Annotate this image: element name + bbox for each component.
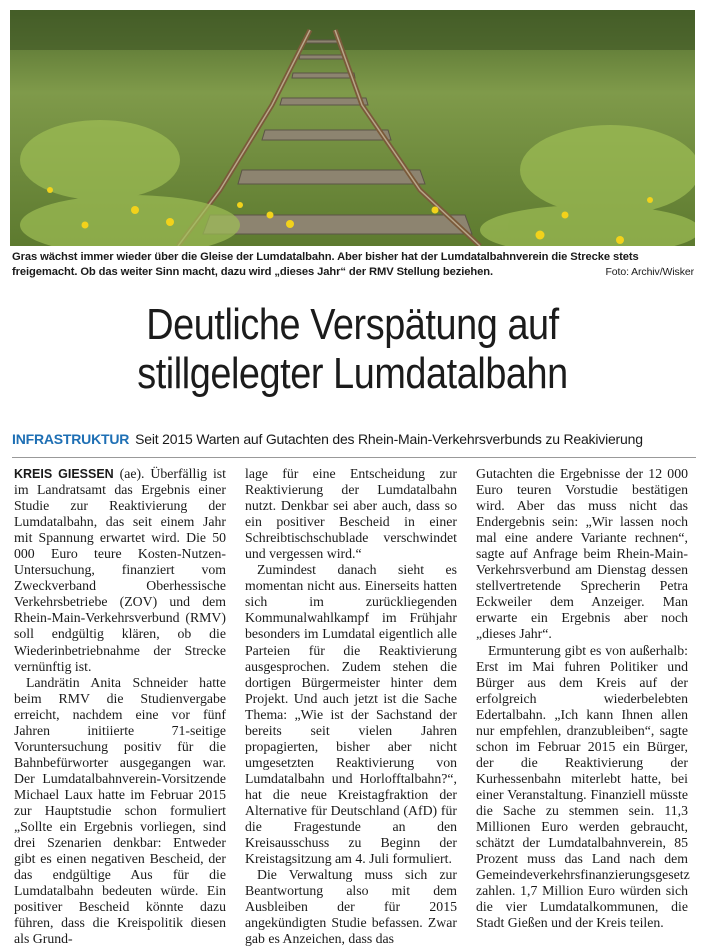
paragraph: KREIS GIESSEN (ae). Überfällig ist im Landratsamt das Ergebnis einer Studie zur Reaktivierung der Lumdatalbahn, das seit einem Jahr mit Spannung erwartet wird. Die 50 000 Euro teure Kosten-Nutzen-Untersuchung, finanziert vom Zweckverband Oberhessische Verkehrsbetriebe (ZOV) und dem Rhein-Main-Verkehrsverbund (RMV) soll endgültig klären, ob die Wiederinbetriebnahme der Strecke vernünftig ist. xyxy=(14,466,227,674)
paragraph: Zumindest danach sieht es momentan nicht aus. Einerseits hatten sich im zurückliegenden Kommunalwahlkampf im Frühjahr besonders im Lumdatal eigentlich alle Parteien für die Reaktivierung ausgesprochen. Zudem stehen die dortigen Bürgermeister hinter dem Projekt. Und auch jetzt ist die Sache Thema: „Wie ist der Sachstand der bereits seit vielen Jahren propagierten, bisher aber nicht umgesetzten Reaktivierung von Lumdatalbahn und Horlofftalbahn?“, hat die neue Kreistagfraktion der Alternative für Deutschland (AfD) für die Fragestunde an den Kreisausschuss zu Beginn der Kreistagsitzung am 4. Juli formuliert. xyxy=(245,562,457,867)
divider xyxy=(12,457,696,458)
headline-line-2: stillgelegter Lumdatalbahn xyxy=(137,349,568,398)
kicker-row xyxy=(12,431,702,447)
article-column-1 xyxy=(14,466,226,947)
subheadline: Seit 2015 Warten auf Gutachten des Rhein-Main-Verkehrsverbunds zu Reakivierung xyxy=(135,431,643,447)
photo-credit: Foto: Archiv/Wisker xyxy=(605,266,694,278)
kicker-label: INFRASTRUKTUR xyxy=(12,431,130,447)
dateline: KREIS GIESSEN xyxy=(14,467,114,481)
paragraph: Die Verwaltung muss sich zur Beantwortung also mit dem Ausbleiben der für 2015 angekündigten Studie befassen. Zwar gab es Anzeichen, dass das xyxy=(245,867,457,947)
photo-caption xyxy=(12,250,694,280)
railway-photo xyxy=(10,10,695,246)
caption-text: Gras wächst immer wieder über die Gleise der Lumdatalbahn. Aber bisher hat der Lumdatalbahnverein die Strecke stets freigemacht. Ob das weiter Sinn macht, dazu wird „dieses Jahr“ der RMV Stellung beziehen. xyxy=(12,251,639,278)
railway-photo-icon xyxy=(10,10,695,246)
article-column-2 xyxy=(245,466,457,947)
paragraph: Ermunterung gibt es von außerhalb: Erst im Mai fuhren Politiker und Bürger aus dem Kreis auf der erfolgreich wiederbelebten Edertalbahn. „Ich kann Ihnen allen nur empfehlen, dranzubleiben“, sagte schon im Februar 2015 ein Bürger, der die Reaktivierung der Kurhessenbahn miterlebt hatte, bei einer Veranstaltung. Finanziell müsste die Sache zu stemmen sein. 11,3 Millionen Euro werden gebraucht, schätzt der Lumdatalbahnverein, 85 Prozent muss das Land nach dem Gemeindeverkehrsfinanzierungsgesetz zahlen. 1,7 Million Euro würden sich die vier Lumdatalkommunen, die Stadt Gießen und der Kreis teilen. xyxy=(476,642,690,931)
paragraph: lage für eine Entscheidung zur Reaktivierung der Lumdatalbahn nutzt. Denkbar sei aber auch, dass so ein positiver Bescheid in einer Schreibtischschublade verschwindet und vergessen wird.“ xyxy=(245,466,457,562)
article-column-3 xyxy=(476,466,688,931)
paragraph: Gutachten die Ergebnisse der 12 000 Euro teuren Vorstudie bestätigen wird. Aber das muss nicht das Endergebnis sein: „Wir lassen noch mal eine andere Variante rechnen“, sagte auf Anfrage beim Rhein-Main-Verkehrsverbund am Dienstag dessen stellvertretende Sprecherin Petra Eckweiler dem Anzeiger. Man erwarte ein Ergebnis aber noch „dieses Jahr“. xyxy=(476,466,688,642)
headline xyxy=(49,300,655,398)
paragraph: Landrätin Anita Schneider hatte beim RMV die Studienvergabe erreicht, nachdem eine vor fünf Jahren initiierte 71-seitige Voruntersuchung positiv für die Bahnbefürworter ausgegangen war. Der Lumdatalbahnverein-Vorsitzende Michael Laux hatte im Februar 2015 zur Hauptstudie schon formuliert „Sollte ein Ergebnis vorliegen, sind drei Szenarien denkbar: Entweder gibt es einen negativen Bescheid, der das endgültige Aus für die Lumdatalbahn bedeuten würde. Ein positiver Bescheid könnte dazu führen, dass die Kreispolitik diesen als Grund- xyxy=(14,674,226,947)
headline-line-1: Deutliche Verspätung auf xyxy=(146,300,559,349)
